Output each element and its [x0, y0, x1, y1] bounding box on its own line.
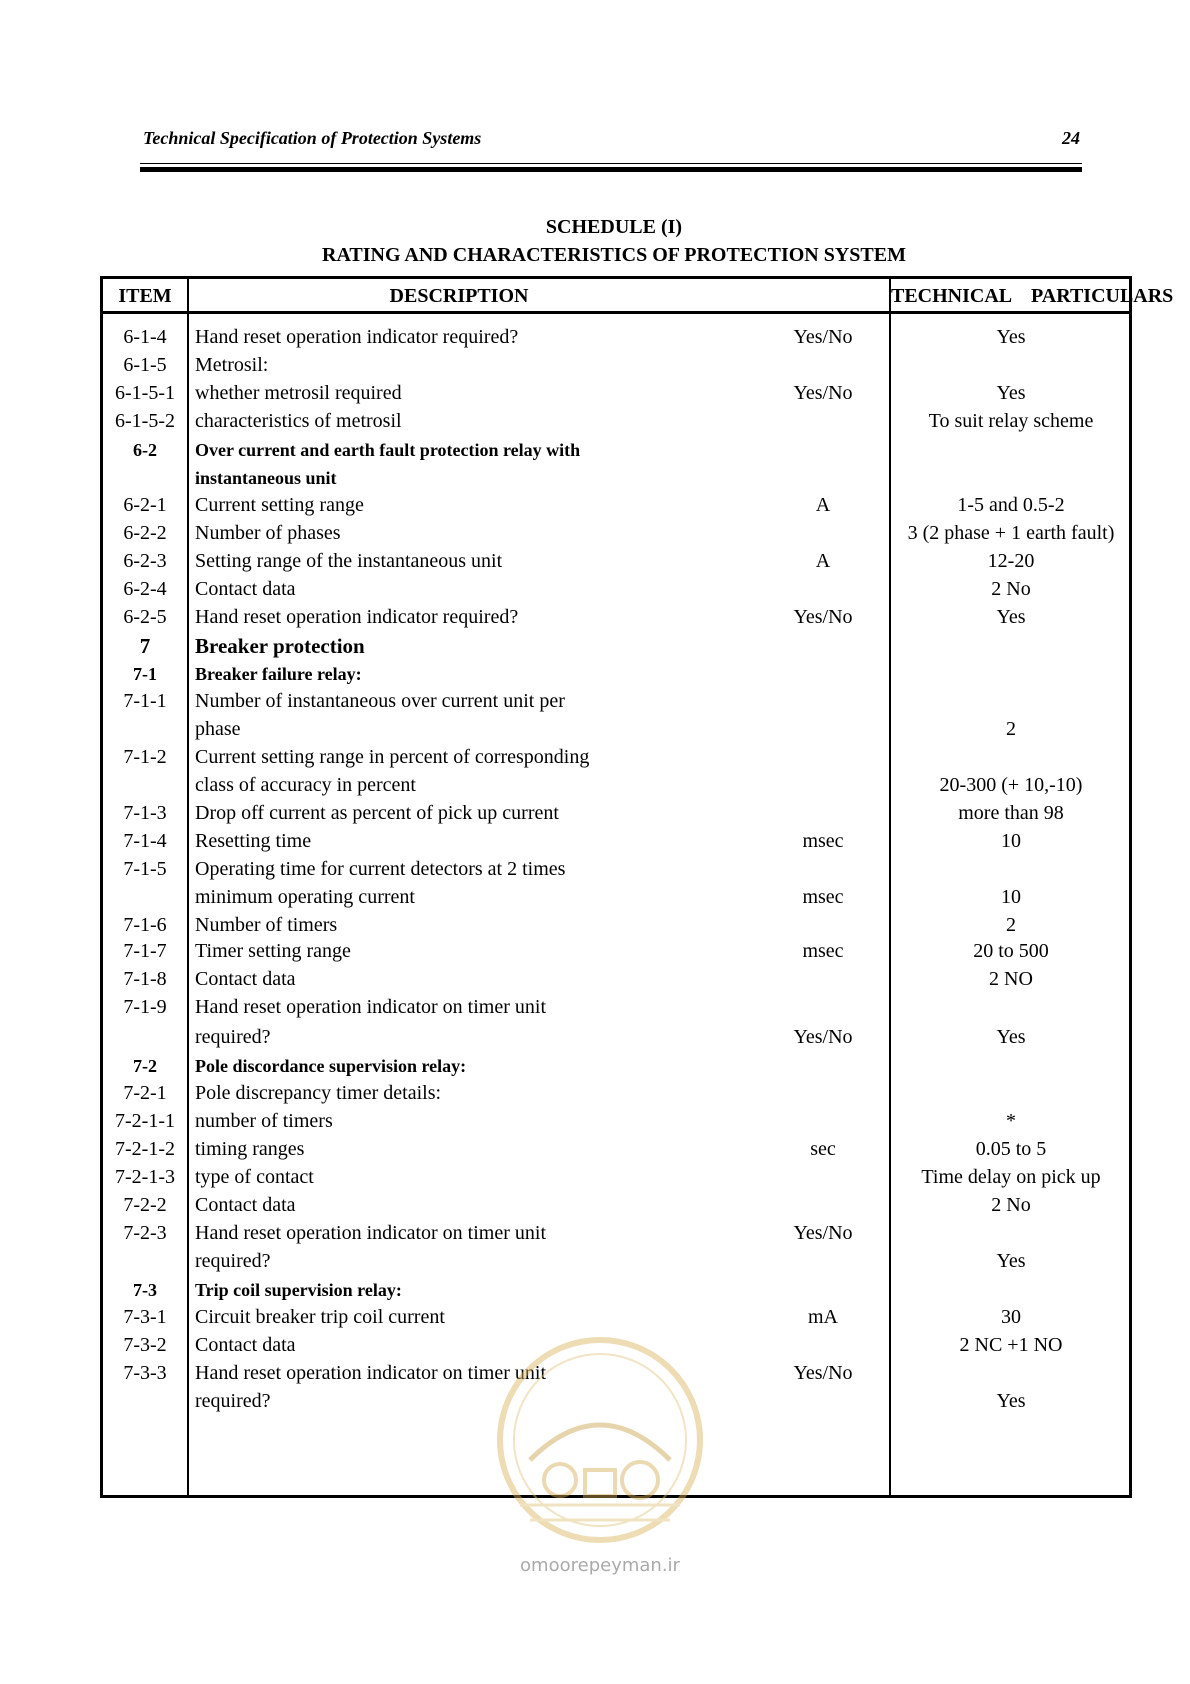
row-unit: A	[815, 550, 831, 572]
row-description: Resetting time	[195, 830, 312, 852]
row-item: 6-1-5-1	[115, 382, 175, 404]
row-unit	[743, 1275, 903, 1305]
row-value: 10	[1001, 830, 1021, 852]
row-value: 20 to 500	[973, 940, 1049, 962]
row-unit: Yes/No	[793, 326, 853, 348]
row-description: required?	[195, 1026, 271, 1048]
row-unit	[743, 406, 903, 436]
row-unit	[743, 964, 903, 994]
row-value	[893, 631, 1129, 661]
table-row	[103, 964, 1129, 994]
row-value	[893, 1275, 1129, 1305]
row-unit	[743, 1051, 903, 1081]
row-value: 2 NC +1 NO	[959, 1334, 1063, 1356]
row-unit	[743, 1386, 903, 1416]
row-value: Yes	[996, 1026, 1026, 1048]
table-row	[103, 1051, 1129, 1081]
row-description: Contact data	[195, 1194, 296, 1216]
table-row	[103, 1134, 1129, 1164]
row-item: 7-1-9	[123, 996, 167, 1018]
table-row	[103, 742, 1129, 772]
row-value: 2 No	[991, 1194, 1031, 1216]
row-description: Pole discrepancy timer details:	[195, 1082, 442, 1104]
row-description: Over current and earth fault protection relay with	[195, 440, 581, 460]
row-item: 7-1-8	[123, 968, 167, 990]
row-unit	[743, 1078, 903, 1108]
row-description: minimum operating current	[195, 886, 415, 908]
row-item: 7-3	[133, 1280, 157, 1300]
table-row	[103, 463, 1129, 493]
row-item: 7-2-1-1	[115, 1110, 175, 1132]
row-description: Contact data	[195, 1334, 296, 1356]
row-description: number of timers	[195, 1110, 333, 1132]
row-item: 7-1-7	[123, 940, 167, 962]
row-value: 2 NO	[989, 968, 1033, 990]
row-value: 2 No	[991, 578, 1031, 600]
row-item: 6-1-4	[123, 326, 167, 348]
row-unit	[743, 1190, 903, 1220]
row-item: 7-3-1	[123, 1306, 167, 1328]
row-unit	[743, 659, 903, 689]
row-item: 7-1	[133, 664, 157, 684]
row-value	[893, 742, 1129, 772]
row-unit	[743, 770, 903, 800]
header-divider	[103, 311, 1129, 314]
table-row	[103, 322, 1129, 352]
row-unit	[743, 518, 903, 548]
row-description: timing ranges	[195, 1138, 305, 1160]
row-item: 6-2-1	[123, 494, 167, 516]
row-description: Contact data	[195, 578, 296, 600]
row-value	[893, 463, 1129, 493]
row-item: 7-1-4	[123, 830, 167, 852]
row-description: Metrosil:	[195, 354, 269, 376]
row-unit	[743, 798, 903, 828]
row-value	[893, 686, 1129, 716]
row-unit	[743, 574, 903, 604]
table-row	[103, 1022, 1129, 1052]
row-value: Yes	[996, 326, 1026, 348]
row-item: 7-2-1	[123, 1082, 167, 1104]
header-item: ITEM	[118, 285, 172, 307]
table-row	[103, 1190, 1129, 1220]
row-description: Current setting range in percent of corresponding	[195, 746, 590, 768]
table-row	[103, 574, 1129, 604]
row-unit	[743, 992, 903, 1022]
table-row	[103, 546, 1129, 576]
table-row	[103, 378, 1129, 408]
row-unit	[743, 686, 903, 716]
row-item	[103, 1246, 187, 1276]
row-unit	[743, 1106, 903, 1136]
row-description: Hand reset operation indicator required?	[195, 326, 519, 348]
header-rule-thick	[140, 167, 1082, 172]
row-description: required?	[195, 1390, 271, 1412]
row-item: 7-1-1	[123, 690, 167, 712]
row-item: 6-2	[133, 440, 157, 460]
row-item	[103, 463, 187, 493]
row-item: 7-2	[133, 1056, 157, 1076]
row-value: 10	[1001, 886, 1021, 908]
table-row	[103, 826, 1129, 856]
row-item: 6-1-5	[123, 354, 167, 376]
row-value: 2	[1006, 718, 1016, 740]
row-description: Breaker protection	[195, 634, 365, 658]
row-value: *	[1006, 1110, 1016, 1132]
row-unit: Yes/No	[793, 606, 853, 628]
row-item	[103, 1022, 187, 1052]
table-row	[103, 659, 1129, 689]
table-row	[103, 714, 1129, 744]
table-row	[103, 936, 1129, 966]
row-description: Contact data	[195, 968, 296, 990]
row-unit	[743, 854, 903, 884]
row-value	[893, 854, 1129, 884]
row-value: more than 98	[958, 802, 1064, 824]
row-item	[103, 770, 187, 800]
row-unit	[743, 350, 903, 380]
header-technical-particulars: TECHNICAL PARTICULARS	[891, 285, 1174, 307]
row-item: 7-3-3	[123, 1362, 167, 1384]
row-description: class of accuracy in percent	[195, 774, 416, 796]
row-unit	[743, 463, 903, 493]
row-description: Pole discordance supervision relay:	[195, 1056, 467, 1076]
row-description: Hand reset operation indicator on timer unit	[195, 996, 547, 1018]
row-unit	[743, 714, 903, 744]
table-row	[103, 686, 1129, 716]
row-unit: Yes/No	[793, 1362, 853, 1384]
table-row	[103, 631, 1129, 661]
row-description: Timer setting range	[195, 940, 351, 962]
row-item: 6-1-5-2	[115, 410, 175, 432]
row-unit: mA	[808, 1306, 838, 1328]
row-description: instantaneous unit	[195, 468, 337, 488]
row-description: Number of instantaneous over current unit per	[195, 690, 565, 712]
row-item: 7	[139, 634, 151, 658]
row-item: 7-1-6	[123, 914, 167, 936]
page-number: 24	[1062, 128, 1080, 148]
row-unit	[743, 631, 903, 661]
row-value	[893, 350, 1129, 380]
row-item: 7-1-3	[123, 802, 167, 824]
row-description: required?	[195, 1250, 271, 1272]
schedule-title: SCHEDULE (I)	[545, 216, 683, 238]
row-description: Circuit breaker trip coil current	[195, 1306, 445, 1328]
row-description: Hand reset operation indicator on timer unit	[195, 1222, 547, 1244]
row-item: 7-3-2	[123, 1334, 167, 1356]
row-value	[893, 1218, 1129, 1248]
row-description: characteristics of metrosil	[195, 410, 402, 432]
row-value	[893, 1078, 1129, 1108]
row-description: type of contact	[195, 1166, 314, 1188]
row-item: 7-2-2	[123, 1194, 167, 1216]
row-value	[893, 435, 1129, 465]
row-value: 2	[1006, 914, 1016, 936]
row-description: Setting range of the instantaneous unit	[195, 550, 503, 572]
row-unit: Yes/No	[793, 1222, 853, 1244]
row-description: Hand reset operation indicator on timer unit	[195, 1362, 547, 1384]
row-item: 6-2-4	[123, 578, 167, 600]
row-unit	[743, 1330, 903, 1360]
row-description: Operating time for current detectors at 2 times	[195, 858, 566, 880]
row-unit: sec	[810, 1138, 836, 1160]
row-item: 7-1-2	[123, 746, 167, 768]
table-row	[103, 992, 1129, 1022]
row-value	[893, 1051, 1129, 1081]
row-value: 3 (2 phase + 1 earth fault)	[907, 522, 1115, 544]
row-description: Drop off current as percent of pick up current	[195, 802, 559, 824]
header-rule-thin	[140, 163, 1082, 164]
row-value: 12-20	[987, 550, 1035, 572]
schedule-subtitle: RATING AND CHARACTERISTICS OF PROTECTION SYSTEM	[322, 244, 906, 266]
row-description: whether metrosil required	[195, 382, 402, 404]
row-value: Yes	[996, 606, 1026, 628]
row-item	[103, 714, 187, 744]
table-row	[103, 1275, 1129, 1305]
row-item: 6-2-2	[123, 522, 167, 544]
row-value: Time delay on pick up	[921, 1166, 1101, 1188]
watermark-text: omoorepeyman.ir	[520, 1555, 680, 1576]
document-header-title: Technical Specification of Protection Systems	[143, 128, 482, 148]
row-description: Hand reset operation indicator required?	[195, 606, 519, 628]
row-unit	[743, 435, 903, 465]
table-row	[103, 882, 1129, 912]
table-row	[103, 1246, 1129, 1276]
row-item: 6-2-5	[123, 606, 167, 628]
row-description: phase	[195, 718, 241, 740]
row-value: 30	[1001, 1306, 1021, 1328]
row-unit: A	[815, 494, 831, 516]
table-row	[103, 1162, 1129, 1192]
row-description: Trip coil supervision relay:	[195, 1280, 402, 1300]
row-item: 7-1-5	[123, 858, 167, 880]
row-unit: Yes/No	[793, 1026, 853, 1048]
table-row	[103, 770, 1129, 800]
row-unit: msec	[802, 940, 844, 962]
row-value: 1-5 and 0.5-2	[957, 494, 1065, 516]
row-description: Current setting range	[195, 494, 364, 516]
row-value: Yes	[996, 1250, 1026, 1272]
row-item	[103, 882, 187, 912]
row-item: 7-2-1-2	[115, 1138, 175, 1160]
row-value: Yes	[996, 382, 1026, 404]
row-value	[893, 659, 1129, 689]
spec-table	[100, 276, 1174, 1498]
table-row	[103, 518, 1129, 548]
row-value	[893, 1358, 1129, 1388]
row-unit	[743, 1246, 903, 1276]
table-row	[103, 1302, 1129, 1332]
table-row	[103, 602, 1129, 632]
row-description: Number of timers	[195, 914, 338, 936]
table-row	[103, 798, 1129, 828]
row-item: 7-2-3	[123, 1222, 167, 1244]
row-unit	[743, 742, 903, 772]
row-description: Number of phases	[195, 522, 341, 544]
row-unit: Yes/No	[793, 382, 853, 404]
row-unit	[743, 1162, 903, 1192]
watermark-logo-icon	[490, 1330, 710, 1550]
table-row	[103, 490, 1129, 520]
table-row	[103, 1078, 1129, 1108]
table-row	[103, 435, 1129, 465]
row-value: To suit relay scheme	[928, 410, 1094, 432]
table-row	[103, 1218, 1129, 1248]
table-row	[103, 854, 1129, 884]
row-value: 0.05 to 5	[975, 1138, 1047, 1160]
header-description: DESCRIPTION	[389, 285, 529, 307]
row-unit: msec	[802, 886, 844, 908]
table-row	[103, 350, 1129, 380]
row-value: 20-300 (+ 10,-10)	[939, 774, 1083, 796]
row-item: 7-2-1-3	[115, 1166, 175, 1188]
row-unit: msec	[802, 830, 844, 852]
table-row	[103, 406, 1129, 436]
table-row	[103, 1106, 1129, 1136]
row-value	[893, 992, 1129, 1022]
row-description: Breaker failure relay:	[195, 664, 362, 684]
row-item: 6-2-3	[123, 550, 167, 572]
row-value: Yes	[996, 1390, 1026, 1412]
row-item	[103, 1386, 187, 1416]
